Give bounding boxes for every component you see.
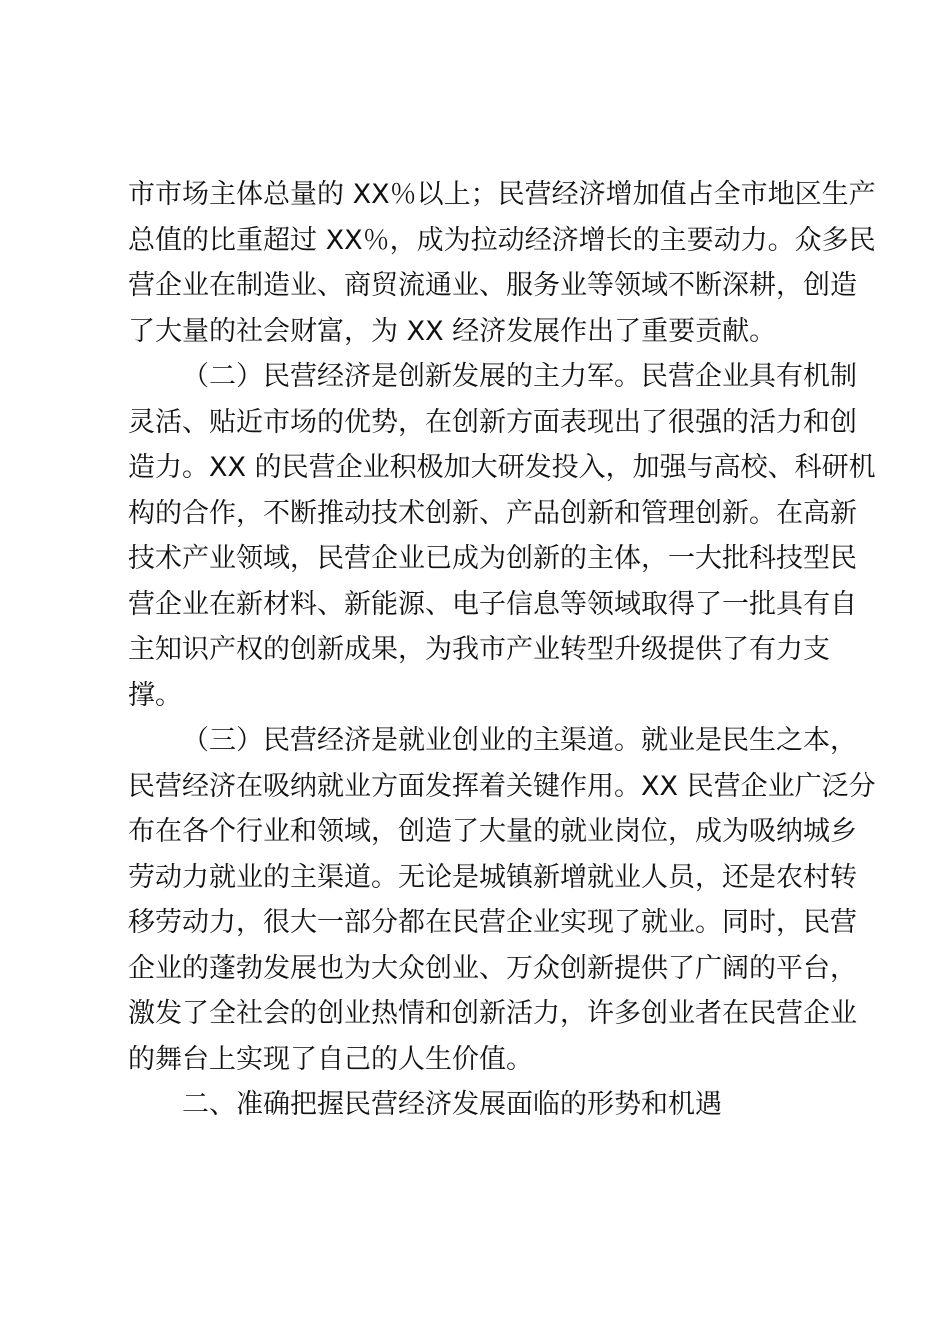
paragraph-innovation xyxy=(128,354,876,718)
text-line: 技术产业领域，民营企业已成为创新的主体，一大批科技型民 xyxy=(128,543,857,574)
text-line: （三）民营经济是就业创业的主渠道。就业是民生之本， xyxy=(182,725,857,756)
text-line: 劳动力就业的主渠道。无论是城镇新增就业人员，还是农村转 xyxy=(128,861,857,893)
paragraph-employment xyxy=(128,718,876,1082)
text-line: 主知识产权的创新成果，为我市产业转型升级提供了有力支 xyxy=(128,634,830,665)
document-body xyxy=(128,172,876,1128)
text-line: 布在各个行业和领域，创造了大量的就业岗位，成为吸纳城乡 xyxy=(128,816,857,847)
text-line: 营企业在制造业、商贸流通业、服务业等领域不断深耕，创造 xyxy=(128,270,857,301)
text-line: 营企业在新材料、新能源、电子信息等领域取得了一批具有自 xyxy=(128,588,857,620)
text-line: 构的合作，不断推动技术创新、产品创新和管理创新。在高新 xyxy=(128,497,857,529)
text-line: 企业的蓬勃发展也为大众创业、万众创新提供了广阔的平台， xyxy=(128,952,857,984)
text-line: 移劳动力，很大一部分都在民营企业实现了就业。同时，民营 xyxy=(128,907,857,938)
text-line: 总值的比重超过 XX％，成为拉动经济增长的主要动力。众多民 xyxy=(128,224,876,256)
text-line: 激发了全社会的创业热情和创新活力，许多创业者在民营企业 xyxy=(128,998,857,1029)
text-line: 撑。 xyxy=(128,679,182,711)
text-line: 造力。XX 的民营企业积极加大研发投入，加强与高校、科研机 xyxy=(128,452,876,483)
text-line: 民营经济在吸纳就业方面发挥着关键作用。XX 民营企业广泛分 xyxy=(128,770,876,802)
text-line: 市市场主体总量的 XX％以上；民营经济增加值占全市地区生产 xyxy=(128,179,876,210)
text-line: 了大量的社会财富，为 XX 经济发展作出了重要贡献。 xyxy=(128,315,777,347)
text-line: 灵活、贴近市场的优势，在创新方面表现出了很强的活力和创 xyxy=(128,406,857,438)
paragraph-continuation xyxy=(128,172,876,354)
text-line: （二）民营经济是创新发展的主力军。民营企业具有机制 xyxy=(182,361,857,392)
section-heading: 二、准确把握民营经济发展面临的形势和机遇 xyxy=(182,1089,722,1120)
text-line: 的舞台上实现了自己的人生价值。 xyxy=(128,1043,533,1075)
